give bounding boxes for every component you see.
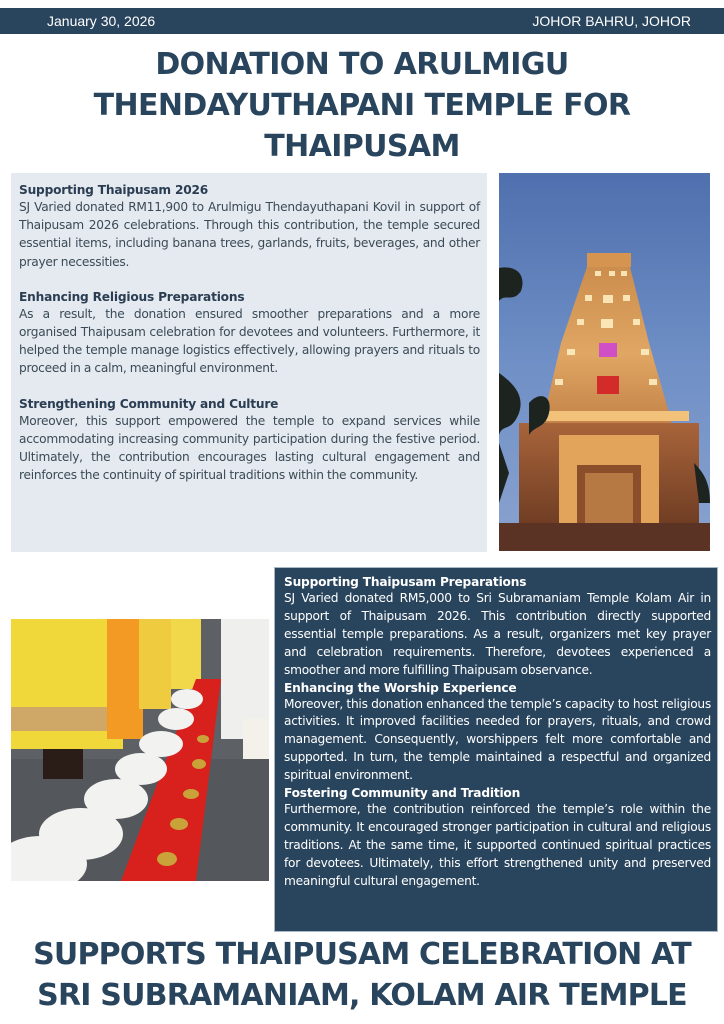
section-body: SJ Varied donated RM5,000 to Sri Subramaniam Temple Kolam Air in support of Thaipusam 2026. This contribution directly supported essential temple preparations. As a result, organizers met key prayer and celebration requirements. Therefore, devotees experienced a smoother and more fulfilling Thaipusam observance. — [284, 591, 711, 677]
story-section — [284, 785, 711, 891]
story-1-panel — [11, 173, 487, 552]
story-section — [284, 574, 711, 680]
offerings-photo — [11, 619, 269, 881]
section-title: Enhancing the Worship Experience — [284, 680, 517, 695]
story-section — [284, 680, 711, 786]
section-title: Supporting Thaipusam Preparations — [284, 575, 527, 589]
headline-line: THENDAYUTHAPANI TEMPLE FOR — [93, 88, 631, 123]
section-body: Moreover, this donation enhanced the temple’s capacity to host religious activities. It improved facilities needed for prayers, rituals, and crowd management. Consequently, worshippers felt more comfortable and supported. In turn, the temple maintained a respectful and organized spiritual environment. — [284, 696, 711, 783]
section-body: SJ Varied donated RM11,900 to Arulmigu Thendayuthapani Kovil in support of Thaipusam 2026 celebrations. Through this contribution, the temple secured essential items, including banana trees, garlands, fruits, beverages, and other prayer necessities. — [19, 200, 480, 269]
header-bar — [0, 8, 724, 34]
headline-line: DONATION TO ARULMIGU — [155, 47, 569, 82]
section-title: Fostering Community and Tradition — [284, 786, 521, 801]
section-body: Moreover, this support empowered the temple to expand services while accommodating increasing community participation during the festive period. Ultimately, the contribution encourages lasting cultural engagement and reinforces the continuity of spiritual traditions within the community. — [19, 413, 480, 483]
section-title: Enhancing Religious Preparations — [19, 289, 245, 304]
section-body: Furthermore, the contribution reinforced the temple’s role within the community. It encouraged stronger participation in cultural and religious traditions. At the same time, it supported continued spiritual practices for devotees. Ultimately, this effort strengthened unity and preserved meaningful cultural engagement. — [284, 802, 711, 888]
thaipusam-offerings-image — [11, 619, 269, 881]
section-body: As a result, the donation ensured smoother preparations and a more organised Thaipusam celebration for devotees and volunteers. Furthermore, it helped the temple manage logistics effectively, allowing prayers and rituals to proceed in a calm, meaningful environment. — [19, 306, 480, 376]
headline-line: SRI SUBRAMANIAM, KOLAM AIR TEMPLE — [37, 978, 687, 1013]
section-title: Strengthening Community and Culture — [19, 396, 279, 411]
story-section — [19, 182, 480, 271]
headline-line: THAIPUSAM — [264, 129, 460, 164]
headline-line: SUPPORTS THAIPUSAM CELEBRATION AT — [33, 937, 691, 972]
main-headline — [0, 44, 724, 167]
temple-gopuram-image — [499, 173, 710, 551]
secondary-headline — [0, 934, 724, 1016]
story-2-panel — [274, 567, 718, 932]
story-section — [19, 396, 480, 485]
temple-photo — [499, 173, 710, 551]
date-label: January 30, 2026 — [47, 13, 156, 29]
location-label: JOHOR BAHRU, JOHOR — [532, 13, 691, 29]
story-section — [19, 289, 480, 378]
section-title: Supporting Thaipusam 2026 — [19, 183, 209, 197]
